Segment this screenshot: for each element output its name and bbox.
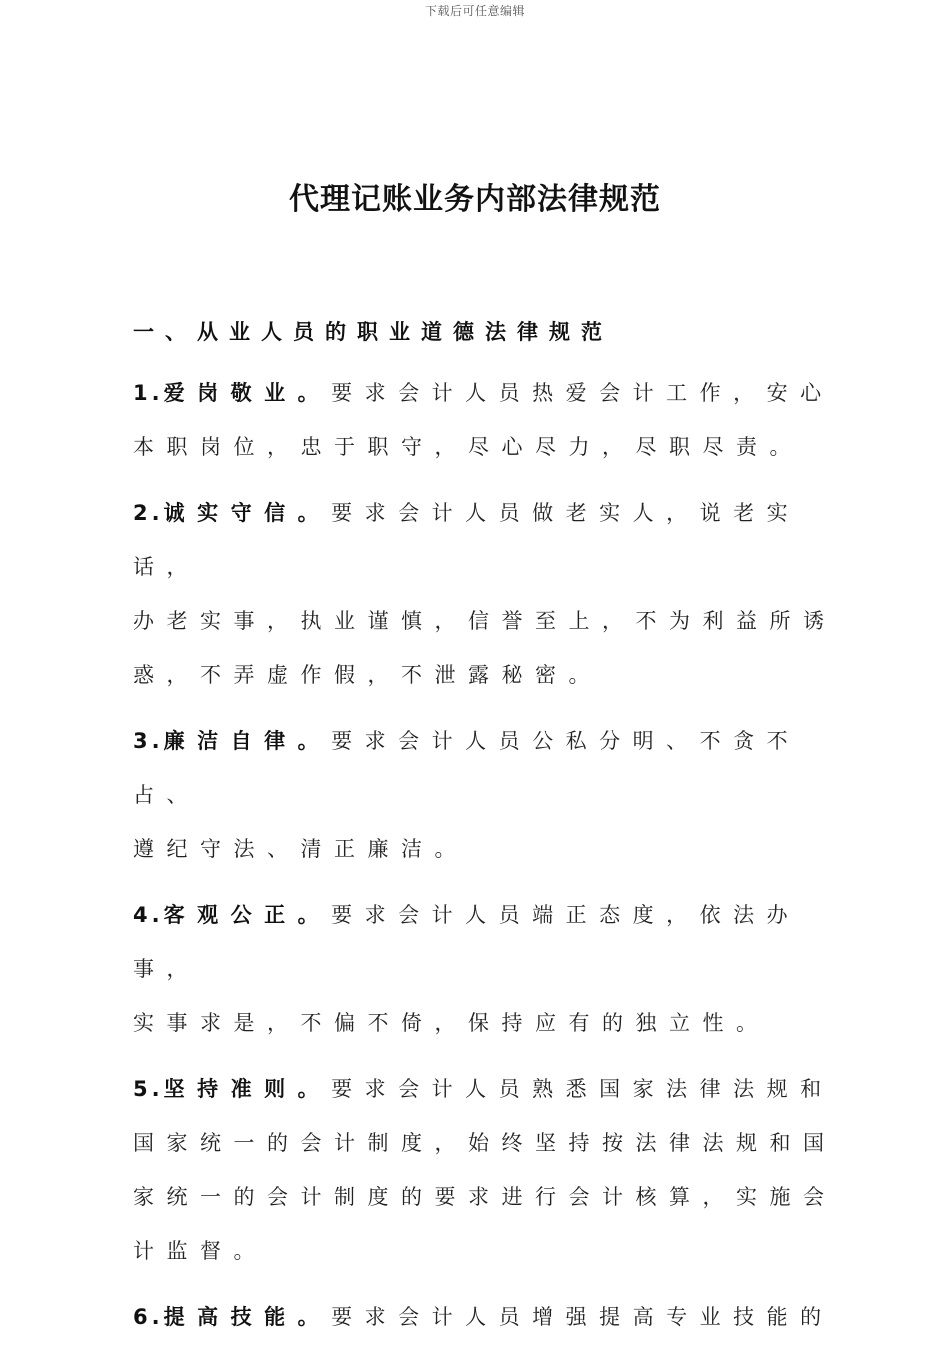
norm-item-4	[133, 888, 853, 1050]
norm-item-2	[133, 486, 853, 702]
item-number: 6.	[133, 1305, 164, 1329]
item-lead: 坚持准则。	[163, 1077, 332, 1101]
item-number: 2.	[133, 501, 164, 525]
item-line: 要求会计人员做老实人，说老实话，	[133, 501, 801, 579]
item-line: 家统一的会计制度的要求进行会计核算，实施会	[133, 1185, 837, 1209]
item-line: 本职岗位，忠于职守，尽心尽力，尽职尽责。	[133, 435, 803, 459]
item-lead: 爱岗敬业。	[163, 381, 332, 405]
norm-item-3	[133, 714, 853, 876]
item-line: 要求会计人员热爱会计工作，安心	[331, 381, 834, 405]
item-number: 5.	[133, 1077, 164, 1101]
item-number: 4.	[133, 903, 164, 927]
document-title: 代理记账业务内部法律规范	[289, 182, 661, 217]
item-number: 3.	[133, 729, 164, 753]
norm-item-1	[133, 366, 853, 474]
item-line: 惑，不弄虚作假，不泄露秘密。	[133, 663, 602, 687]
item-line: 国家统一的会计制度，始终坚持按法律法规和国	[133, 1131, 837, 1155]
item-lead: 客观公正。	[163, 903, 332, 927]
norm-item-5	[133, 1062, 853, 1278]
norm-item-6	[133, 1290, 853, 1344]
item-number: 1.	[133, 381, 164, 405]
item-line: 要求会计人员熟悉国家法律法规和	[331, 1077, 834, 1101]
norm-list	[133, 366, 853, 1356]
item-lead: 提高技能。	[163, 1305, 332, 1329]
item-line: 实事求是，不偏不倚，保持应有的独立性。	[133, 1011, 770, 1035]
item-line: 遵纪守法、清正廉洁。	[133, 837, 468, 861]
item-line: 要求会计人员端正态度，依法办事，	[133, 903, 801, 981]
item-line: 要求会计人员增强提高专业技能的	[331, 1305, 834, 1329]
item-lead: 廉洁自律。	[163, 729, 332, 753]
item-line: 办老实事，执业谨慎，信誉至上，不为利益所诱	[133, 609, 837, 633]
header-note: 下载后可任意编辑	[424, 4, 525, 18]
item-lead: 诚实守信。	[163, 501, 332, 525]
item-line: 要求会计人员公私分明、不贪不占、	[133, 729, 801, 807]
item-line: 计监督。	[133, 1239, 267, 1263]
section-heading: 一、从业人员的职业道德法律规范	[133, 320, 613, 344]
